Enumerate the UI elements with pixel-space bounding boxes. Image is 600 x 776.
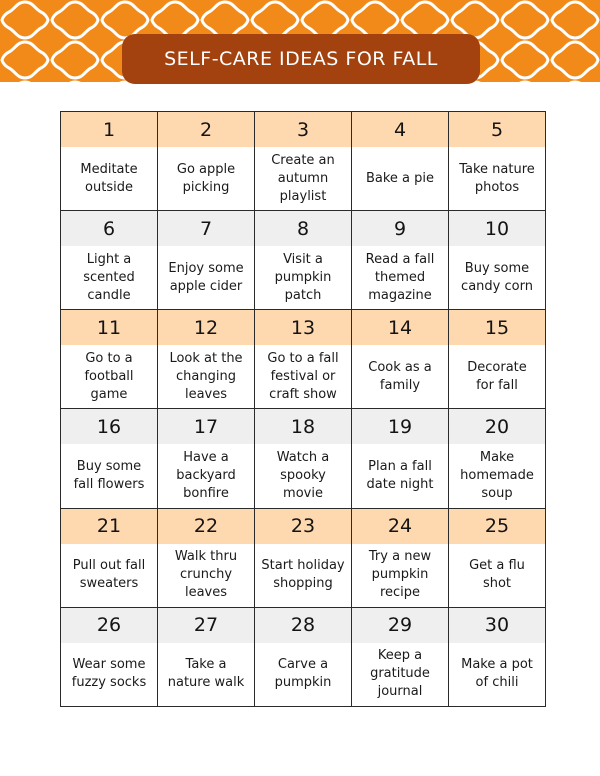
grid-cell [255, 509, 352, 608]
day-number: 24 [352, 509, 448, 544]
self-care-idea: Take a nature walk [167, 657, 245, 691]
self-care-idea: Read a fall themed magazine [365, 251, 435, 303]
day-number: 13 [255, 310, 351, 345]
day-number: 1 [61, 112, 157, 147]
self-care-idea: Visit a pumpkin patch [274, 251, 332, 303]
self-care-idea: Make a pot of chili [461, 657, 533, 691]
day-number: 11 [61, 310, 157, 345]
self-care-idea: Keep a gratitude journal [370, 648, 430, 700]
day-number: 12 [158, 310, 254, 345]
day-number: 28 [255, 608, 351, 643]
day-number: 7 [158, 211, 254, 246]
grid-cell [158, 409, 255, 508]
self-care-idea: Buy some candy corn [461, 260, 533, 294]
grid-cell [255, 112, 352, 211]
grid-cell [255, 608, 352, 707]
day-number: 18 [255, 409, 351, 444]
day-number: 27 [158, 608, 254, 643]
day-number: 14 [352, 310, 448, 345]
day-number: 9 [352, 211, 448, 246]
grid-cell [449, 608, 546, 707]
grid-cell [449, 211, 546, 310]
day-number: 2 [158, 112, 254, 147]
self-care-idea: Go to a football game [84, 350, 134, 402]
grid-cell [255, 211, 352, 310]
grid-cell [158, 112, 255, 211]
self-care-idea: Have a backyard bonfire [176, 450, 236, 502]
self-care-grid [60, 111, 546, 707]
self-care-idea: Go apple picking [176, 161, 236, 195]
day-number: 30 [449, 608, 545, 643]
day-number: 21 [61, 509, 157, 544]
grid-cell [352, 112, 449, 211]
self-care-idea: Try a new pumpkin recipe [368, 549, 432, 601]
grid-cell [61, 509, 158, 608]
day-number: 26 [61, 608, 157, 643]
grid-cell [449, 112, 546, 211]
day-number: 15 [449, 310, 545, 345]
grid-cell [61, 409, 158, 508]
self-care-idea: Walk thru crunchy leaves [174, 549, 238, 601]
day-number: 16 [61, 409, 157, 444]
self-care-idea: Bake a pie [365, 170, 435, 186]
grid-cell [449, 310, 546, 409]
self-care-idea: Decorate for fall [467, 359, 527, 393]
day-number: 5 [449, 112, 545, 147]
grid-cell [352, 608, 449, 707]
grid-cell [255, 310, 352, 409]
grid-cell [158, 608, 255, 707]
grid-cell [158, 509, 255, 608]
grid-cell [61, 211, 158, 310]
day-number: 10 [449, 211, 545, 246]
grid-cell [158, 211, 255, 310]
self-care-idea: Plan a fall date night [366, 459, 434, 493]
day-number: 6 [61, 211, 157, 246]
grid-cell [352, 310, 449, 409]
self-care-idea: Buy some fall flowers [73, 459, 145, 493]
self-care-idea: Meditate outside [80, 161, 138, 195]
grid-cell [352, 409, 449, 508]
self-care-idea: Make homemade soup [460, 450, 534, 502]
self-care-idea: Light a scented candle [83, 251, 135, 303]
day-number: 25 [449, 509, 545, 544]
day-number: 4 [352, 112, 448, 147]
self-care-idea: Take nature photos [459, 161, 535, 195]
self-care-idea: Watch a spooky movie [276, 450, 330, 502]
self-care-idea: Enjoy some apple cider [168, 260, 244, 294]
day-number: 8 [255, 211, 351, 246]
day-number: 23 [255, 509, 351, 544]
grid-cell [61, 310, 158, 409]
page-title: SELF-CARE IDEAS FOR FALL [122, 34, 480, 84]
grid-cell [61, 608, 158, 707]
day-number: 22 [158, 509, 254, 544]
self-care-idea: Wear some fuzzy socks [71, 657, 147, 691]
self-care-idea: Cook as a family [368, 359, 432, 393]
day-number: 3 [255, 112, 351, 147]
day-number: 29 [352, 608, 448, 643]
self-care-idea: Carve a pumpkin [274, 657, 332, 691]
day-number: 20 [449, 409, 545, 444]
grid-cell [255, 409, 352, 508]
grid-cell [158, 310, 255, 409]
self-care-idea: Get a flu shot [469, 558, 525, 592]
self-care-idea: Pull out fall sweaters [72, 558, 146, 592]
self-care-idea: Start holiday shopping [261, 558, 345, 592]
grid-cell [352, 509, 449, 608]
grid-cell [352, 211, 449, 310]
grid-cell [449, 409, 546, 508]
self-care-idea: Go to a fall festival or craft show [267, 350, 339, 402]
day-number: 17 [158, 409, 254, 444]
grid-cell [449, 509, 546, 608]
self-care-idea: Create an autumn playlist [271, 152, 335, 204]
self-care-idea: Look at the changing leaves [169, 350, 243, 402]
grid-cell [61, 112, 158, 211]
day-number: 19 [352, 409, 448, 444]
